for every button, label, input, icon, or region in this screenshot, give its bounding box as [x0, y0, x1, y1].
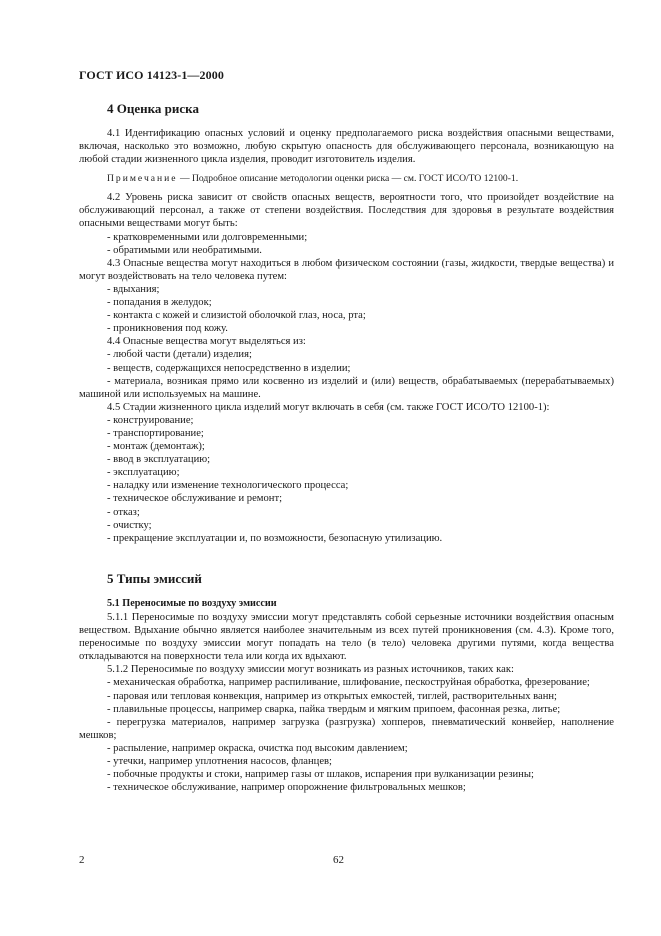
list-item: - попадания в желудок; — [107, 297, 212, 309]
subsection-5-1-title: 5.1 Переносимые по воздуху эмиссии — [107, 598, 277, 609]
section-4-title: 4 Оценка риска — [107, 101, 199, 116]
paragraph-4-5: 4.5 Стадии жизненного цикла изделий могут включать в себя (см. также ГОСТ ИСО/ТО 12100-1): — [107, 401, 550, 413]
list-item: - побочные продукты и стоки, например газы от шлаков, испарения при вулканизации резины; — [107, 769, 534, 781]
list-item: - веществ, содержащихся непосредственно в изделии; — [107, 362, 351, 374]
list-item: - отказ; — [107, 506, 140, 518]
list-item: - контакта с кожей и слизистой оболочкой глаз, носа, рта; — [107, 310, 366, 322]
list-item: - ввод в эксплуатацию; — [107, 454, 211, 466]
list-item: - паровая или тепловая конвекция, например из открытых емкостей, тиглей, растворительных ванн; — [107, 690, 557, 702]
list-item: - техническое обслуживание и ремонт; — [107, 493, 283, 505]
list-item: - конструирование; — [107, 414, 194, 426]
list-item: - техническое обслуживание, например опорожнение фильтровальных мешков; — [107, 782, 466, 794]
section-5-body — [79, 611, 614, 794]
page-number-left: 2 — [79, 854, 85, 866]
section-4-body — [79, 127, 614, 545]
list-item: - любой части (детали) изделия; — [107, 349, 252, 361]
list-item: - кратковременными или долговременными; — [107, 231, 308, 243]
section-5-title: 5 Типы эмиссий — [107, 571, 202, 586]
list-item: - эксплуатацию; — [107, 467, 180, 479]
paragraph-4-1: 4.1 Идентификацию опасных условий и оценку предполагаемого риска воздействия опасными веществами, включая, насколько это возможно, любую скрытую опасность для обслуживающего персонала, возникающую на любой стадии жизненного цикла изделия, проводит изготовитель изделия. — [79, 128, 614, 166]
list-item: - распыление, например окраска, очистка под высоким давлением; — [107, 742, 408, 754]
page-number-center: 62 — [333, 854, 344, 866]
list-item: - наладку или изменение технологического процесса; — [107, 480, 349, 492]
list-item: - материала, возникая прямо или косвенно из изделий и (или) веществ, обрабатываемых (перерабатываемых) машиной или используемых на машине. — [79, 375, 614, 400]
list-item: - проникновения под кожу. — [107, 323, 228, 335]
list-item: - утечки, например уплотнения насосов, фланцев; — [107, 756, 332, 768]
list-item: - обратимыми или необратимыми. — [107, 244, 262, 256]
list-item: - перегрузка материалов, например загрузка (разгрузка) хопперов, пневматический конвейер, наполнение мешков; — [79, 716, 614, 741]
note-text: — Подробное описание методологии оценки риска — см. ГОСТ ИСО/ТО 12100-1. — [177, 173, 519, 185]
paragraph-5-1-1: 5.1.1 Переносимые по воздуху эмиссии могут представлять собой серьезные источники воздействия опасным веществом. Вдыхание обычно является наиболее значительным из всех путей проникновения (см. 4.3). Кроме того, переносимые по воздуху эмиссии могут попадать на тело (в тело) человека другими путями, когда вещества откладываются на поверхности тела или когда их вдыхают. — [79, 612, 614, 663]
note-label: Примечание — [107, 173, 178, 185]
paragraph-4-2: 4.2 Уровень риска зависит от свойств опасных веществ, вероятности того, что произойдет воздействие на обслуживающий персонал, а также от степени воздействия. Последствия для здоровья в результате воздействия опасными веществами могут быть: — [79, 192, 614, 230]
list-item: - очистку; — [107, 519, 152, 531]
list-item: - плавильные процессы, например сварка, пайка твердым и мягким припоем, фасонная резка, литье; — [107, 703, 561, 715]
paragraph-4-3: 4.3 Опасные вещества могут находиться в любом физическом состоянии (газы, жидкости, твердые вещества) и могут воздействовать на тело человека путем: — [79, 257, 614, 282]
list-item: - монтаж (демонтаж); — [107, 441, 205, 453]
list-item: - прекращение эксплуатации и, по возможности, безопасную утилизацию. — [107, 532, 443, 544]
list-item: - механическая обработка, например распиливание, шлифование, пескоструйная обработка, фрезерование; — [107, 677, 590, 689]
paragraph-4-4: 4.4 Опасные вещества могут выделяться из: — [107, 336, 306, 348]
paragraph-5-1-2: 5.1.2 Переносимые по воздуху эмиссии могут возникать из разных источников, таких как: — [107, 664, 514, 676]
document-header: ГОСТ ИСО 14123-1—2000 — [79, 68, 224, 82]
note — [79, 172, 614, 185]
list-item: - вдыхания; — [107, 283, 160, 295]
list-item: - транспортирование; — [107, 427, 204, 439]
